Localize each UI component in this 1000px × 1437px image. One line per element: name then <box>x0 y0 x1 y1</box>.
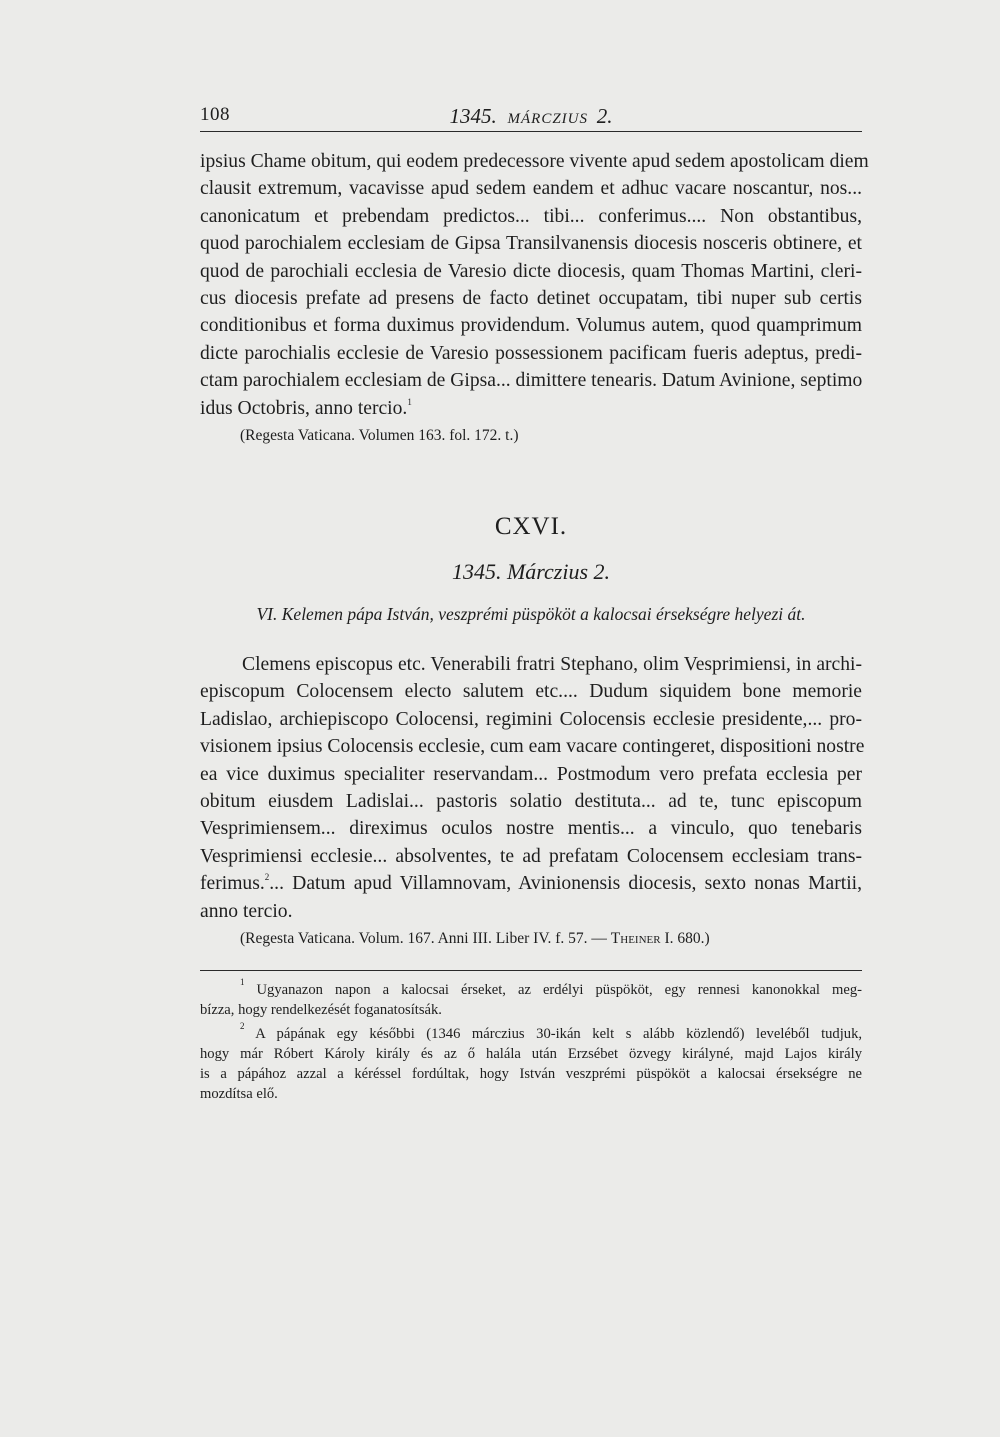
footnote-1 <box>200 977 862 1020</box>
document-date <box>200 559 862 585</box>
footnote-line <box>200 1021 863 1044</box>
text-line: ea vice duximus specialiter reservandam... Postmodum vero prefata ecclesia per <box>200 763 862 785</box>
document-number: CXVI. <box>494 513 568 540</box>
text-line: dicte parochialis ecclesie de Varesio possessionem pacificam fueris adeptus, predi- <box>200 342 862 364</box>
source-prefix: (Regesta Vaticana. Volum. 167. Anni III. Liber IV. f. 57. — <box>240 930 611 947</box>
footnote-line-content: Ugyanazon napon a kalocsai érseket, az erdélyi püspököt, egy rennesi kanonokkal meg- <box>256 982 862 998</box>
document-source <box>240 929 710 949</box>
running-head-month: MÁRCZIUS <box>507 111 588 127</box>
text-line: Ladislao, archiepiscopo Colocensi, regimini Colocensis ecclesie presidente,... pro- <box>200 708 862 730</box>
footnote-number: 1 <box>240 977 245 987</box>
text-line: visionem ipsius Colocensis ecclesie, cum eam vacare contingeret, dispositioni nostre <box>200 736 865 758</box>
text-line: Vesprimiensi ecclesie... absolventes, te ad prefatam Colocensem ecclesiam trans- <box>200 845 862 867</box>
text-line: Vesprimiensem... direximus oculos nostre mentis... a vinculo, quo tenebaris <box>200 818 862 840</box>
text-line-content: ferimus. <box>200 873 265 895</box>
text-line: anno tercio. <box>200 900 293 922</box>
running-head <box>200 104 862 129</box>
footnote-line: is a pápához azzal a kéréssel fordúltak, hogy István veszprémi püspököt a kalocsai érsekségre ne <box>200 1066 862 1082</box>
text-line <box>200 870 862 897</box>
text-line <box>200 395 862 422</box>
text-line: ipsius Chame obitum, qui eodem predecessore vivente apud sedem apostolicam diem <box>200 151 869 172</box>
footnote-2 <box>200 1021 863 1104</box>
text-line-content: idus Octobris, anno tercio. <box>200 397 408 419</box>
document-date-rest: Márczius 2. <box>506 559 611 584</box>
source-suffix: I. 680.) <box>660 930 710 947</box>
text-line: cus diocesis prefate ad presens de facto detinet occupatam, tibi nuper sub certis <box>200 288 862 310</box>
footnote-line-content: A pápának egy későbbi (1346 márczius 30-ikán kelt s alább közlendő) leveléből tudjuk, <box>255 1026 863 1042</box>
document-text <box>200 651 865 925</box>
text-line: clausit extremum, vacavisse apud sedem eandem et adhuc vacare noscantur, nos... <box>200 178 862 200</box>
footnote-line <box>200 977 862 1000</box>
text-line: obitum eiusdem Ladislai... pastoris solatio destituta... ad te, tunc episcopum <box>200 791 862 813</box>
footnote-line: bízza, hogy rendelkezését foganatosítsák. <box>200 1002 442 1018</box>
running-head-year: 1345. <box>449 104 497 128</box>
page-number: 108 <box>200 104 230 125</box>
footnote-marker: 2 <box>264 872 270 883</box>
text-line: Clemens episcopus etc. Venerabili fratri Stephano, olim Vesprimiensi, in archi- <box>242 654 862 675</box>
header-rule <box>200 131 862 132</box>
footnote-marker: 1 <box>407 396 412 407</box>
previous-document-source: (Regesta Vaticana. Volumen 163. fol. 172. t.) <box>240 427 519 444</box>
running-head-day: 2. <box>596 104 613 128</box>
text-line: quod de parochiali ecclesia de Varesio dicte diocesis, quam Thomas Martini, cleri- <box>200 260 862 282</box>
footnote-number: 2 <box>240 1021 245 1031</box>
footnote-line: hogy már Róbert Károly király és az ő halála után Erzsébet özvegy királyné, majd Lajos király <box>200 1046 862 1062</box>
page-header <box>200 104 862 130</box>
text-line-content: ... Datum apud Villamnovam, Avinionensis diocesis, sexto nonas Martii, <box>269 873 862 895</box>
text-line: conditionibus et forma duximus providendum. Volumus autem, quod quamprimum <box>200 315 862 337</box>
text-line: canonicatum et prebendam predictos... tibi... conferimus.... Non obstantibus, <box>200 205 862 227</box>
text-line: quod parochialem ecclesiam de Gipsa Transilvanensis diocesis nosceris obtinere, et <box>200 233 862 255</box>
previous-document-text <box>200 148 869 422</box>
text-line: ctam parochialem ecclesiam de Gipsa... dimittere tenearis. Datum Avinione, septimo <box>200 370 863 392</box>
source-author: Theiner <box>610 930 661 947</box>
document-date-year: 1345. <box>451 559 502 584</box>
document-summary: VI. Kelemen pápa István, veszprémi püspököt a kalocsai érsekségre helyezi át. <box>256 604 806 624</box>
text-line: episcopum Colocensem electo salutem etc.... Dudum siquidem bone memorie <box>200 681 862 703</box>
footnotes <box>200 977 863 1108</box>
footnote-rule <box>200 970 862 971</box>
footnote-line: mozdítsa elő. <box>200 1086 278 1102</box>
